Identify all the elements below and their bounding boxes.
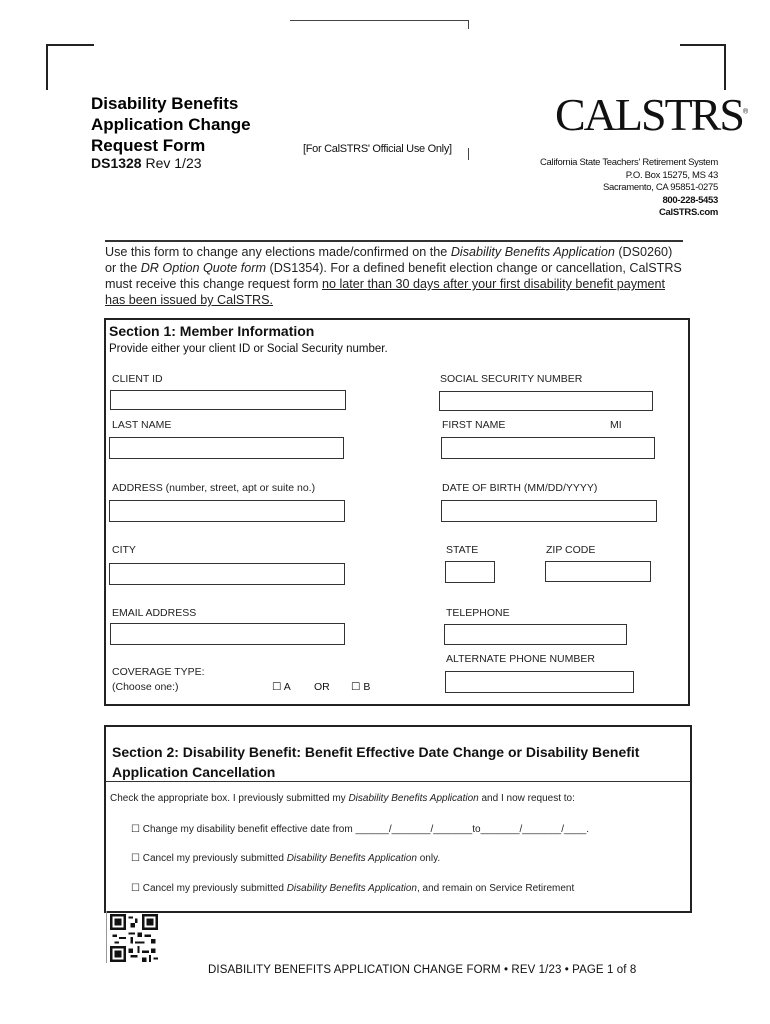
option-change-effective-date[interactable]: ☐ Change my disability benefit effective date from ______/_______/_______to_______/_______/____. [131,824,590,835]
org-city-zip: Sacramento, CA 95851-0275 [602,182,718,193]
address-label: ADDRESS (number, street, apt or suite no.) [112,482,316,494]
email-label: EMAIL ADDRESS [112,607,197,619]
crop-mark-top-right [680,44,726,90]
opt2-text-1: ☐ Cancel my previously submitted [131,853,287,864]
form-title-line1: Disability Benefits [91,94,239,113]
section-2-heading-line1: Section 2: Disability Benefit: Benefit Effective Date Change or Disability Benefit [112,744,640,760]
city-input[interactable] [109,563,345,585]
last-name-label: LAST NAME [112,419,172,431]
zip-input[interactable] [545,561,651,582]
section-2-heading-line2: Application Cancellation [112,764,276,780]
last-name-input[interactable] [109,437,344,459]
coverage-option-a[interactable]: ☐ A [272,681,291,693]
intro-deadline: no later than 30 days after your first disability benefit payment has been issued by CalSTRS. [105,277,666,307]
org-website[interactable]: CalSTRS.com [659,207,718,218]
section-2-instruction [110,793,575,804]
instruction-app-name: Disability Benefits Application [348,793,479,804]
form-id [91,155,202,171]
option-cancel-application[interactable] [131,853,440,864]
calstrs-logo [555,88,746,141]
opt2-text-2: only. [416,853,441,864]
telephone-input[interactable] [444,624,627,645]
opt3-text-2: , and remain on Service Retirement [416,883,575,894]
client-id-label: CLIENT ID [112,373,163,385]
intro-paragraph [105,244,685,308]
org-phone: 800-228-5453 [662,194,718,206]
telephone-label: TELEPHONE [446,607,510,619]
qr-side-rule [106,911,107,963]
form-rev: Rev 1/23 [145,155,202,171]
org-po-box: P.O. Box 15275, MS 43 [625,169,718,181]
ssn-input[interactable] [439,391,653,411]
section-1-subheading: Provide either your client ID or Social Security number. [109,343,388,355]
mi-label: MI [610,419,622,431]
intro-divider [105,240,683,242]
first-name-label: FIRST NAME [442,419,506,431]
address-input[interactable] [109,500,345,522]
option-cancel-remain-service[interactable] [131,883,574,894]
intro-text-1: Use this form to change any elections made/confirmed on the [105,245,451,259]
page-footer: DISABILITY BENEFITS APPLICATION CHANGE FORM • REV 1/23 • PAGE 1 of 8 [208,964,637,976]
zip-label: ZIP CODE [546,544,596,556]
org-name: California State Teachers' Retirement System [540,157,718,168]
coverage-or: OR [314,681,330,693]
coverage-option-b[interactable]: ☐ B [351,681,371,693]
form-code: DS1328 [91,155,142,171]
instruction-text-2: and I now request to: [478,793,575,804]
form-title-line2: Application Change [91,115,251,134]
alt-phone-input[interactable] [445,671,634,693]
first-name-input[interactable] [441,437,655,459]
crop-mark-top-center [290,20,469,29]
intro-text-2: (DS0260) or the [105,245,673,275]
intro-text-3: (DS1354). For a defined benefit election change or cancellation, CalSTRS must receive this change request form [105,261,682,291]
instruction-text-1: Check the appropriate box. I previously submitted my [110,793,349,804]
alt-phone-label: ALTERNATE PHONE NUMBER [446,653,595,665]
opt3-app-name: Disability Benefits Application [286,883,417,894]
crop-mark-top-left [46,44,94,90]
state-label: STATE [446,544,479,556]
qr-code-icon [110,914,158,962]
choose-one-label: (Choose one:) [112,681,179,693]
intro-app-name: Disability Benefits Application [450,245,615,259]
registered-mark: ® [742,108,747,116]
coverage-type-label: COVERAGE TYPE: [112,666,205,678]
city-label: CITY [112,544,136,556]
dob-input[interactable] [441,500,657,522]
section-2-heading [112,742,639,782]
logo-text: CALSTRS [555,89,743,140]
state-input[interactable] [445,561,495,583]
official-use-label: [For CalSTRS' Official Use Only] [303,143,452,155]
intro-quote-form: DR Option Quote form [140,261,266,275]
ssn-label: SOCIAL SECURITY NUMBER [440,373,583,385]
dob-label: DATE OF BIRTH (MM/DD/YYYY) [442,482,598,494]
form-title [91,93,251,156]
client-id-input[interactable] [110,390,346,410]
email-input[interactable] [110,623,345,645]
official-use-bracket [468,148,469,160]
org-address [540,157,718,220]
section-1-heading: Section 1: Member Information [109,323,315,339]
opt3-text-1: ☐ Cancel my previously submitted [131,883,287,894]
opt2-app-name: Disability Benefits Application [286,853,417,864]
form-title-line3: Request Form [91,136,206,155]
